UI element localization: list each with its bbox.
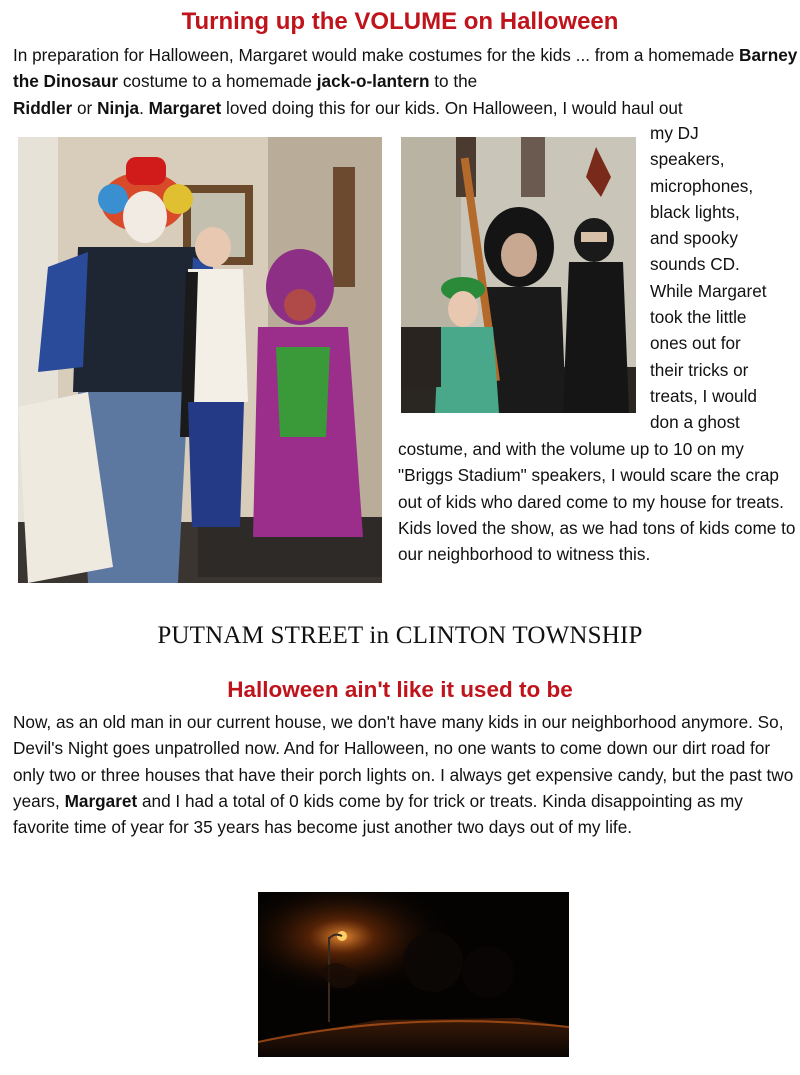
intro-text-5: . [139, 97, 149, 118]
costume-riddler: Riddler [13, 97, 73, 118]
side-line: speakers, [650, 149, 725, 170]
costume-ninja: Ninja [97, 97, 140, 118]
name-margaret-2: Margaret [64, 790, 138, 811]
intro-text-2: costume to a homemade [118, 71, 317, 92]
side-column-text [650, 120, 798, 436]
side-line: don a ghost [650, 412, 740, 433]
section-title-halloween: Halloween ain't like it used to be [227, 677, 573, 702]
ninja-costume-photo [401, 137, 636, 413]
intro-text-1: In preparation for Halloween, Margaret would make costumes for the kids ... from a homemade [13, 45, 740, 65]
street-heading: PUTNAM STREET in CLINTON TOWNSHIP [157, 622, 643, 649]
intro-text-4: or [72, 97, 98, 118]
side-line: microphones, [650, 175, 754, 196]
side-line: their tricks or [650, 359, 749, 380]
halloween-text-1: Now, as an old man in our current house, we don't have many kids in our neighborhood anymore. So, Devil's Night goes unpatrolled now. And for Halloween, no one wants to come down our dirt road for only two or three houses that have their porch lights on. I always get expensive candy, but the past two years, [13, 712, 794, 811]
side-line: While Margaret [650, 280, 767, 301]
side-line: sounds CD. [650, 254, 740, 275]
intro-text-3: to the [429, 71, 478, 92]
side-line: and spooky [650, 228, 738, 249]
intro-text-6: loved doing this for our kids. On Halloween, I would haul out [221, 97, 683, 118]
side-line: black lights, [650, 201, 740, 222]
side-line: took the little [650, 307, 747, 328]
family-costume-photo [18, 137, 382, 583]
halloween-text-2: and I had a total of 0 kids come by for trick or treats. Kinda disappointing as my favorite time of year for 35 years has become just another two days out of my life. [13, 790, 743, 838]
side-line: my DJ [650, 123, 699, 143]
side-line: treats, I would [650, 385, 757, 406]
costume-jack-o-lantern: jack-o-lantern [316, 71, 430, 92]
continuation-paragraph: costume, and with the volume up to 10 on my "Briggs Stadium" speakers, I would scare the crap out of kids who dared come to my house for treats. Kids loved the show, as we had tons of kids come to our neighborhood to witness this. [398, 439, 796, 565]
costume-barney: Barney the Dinosaur [13, 45, 798, 92]
name-margaret: Margaret [148, 97, 222, 118]
night-street-photo [258, 892, 569, 1057]
intro-paragraph [13, 42, 798, 121]
side-line: ones out for [650, 333, 741, 354]
section-title-volume: Turning up the VOLUME on Halloween [181, 8, 619, 35]
halloween-paragraph [13, 709, 798, 840]
